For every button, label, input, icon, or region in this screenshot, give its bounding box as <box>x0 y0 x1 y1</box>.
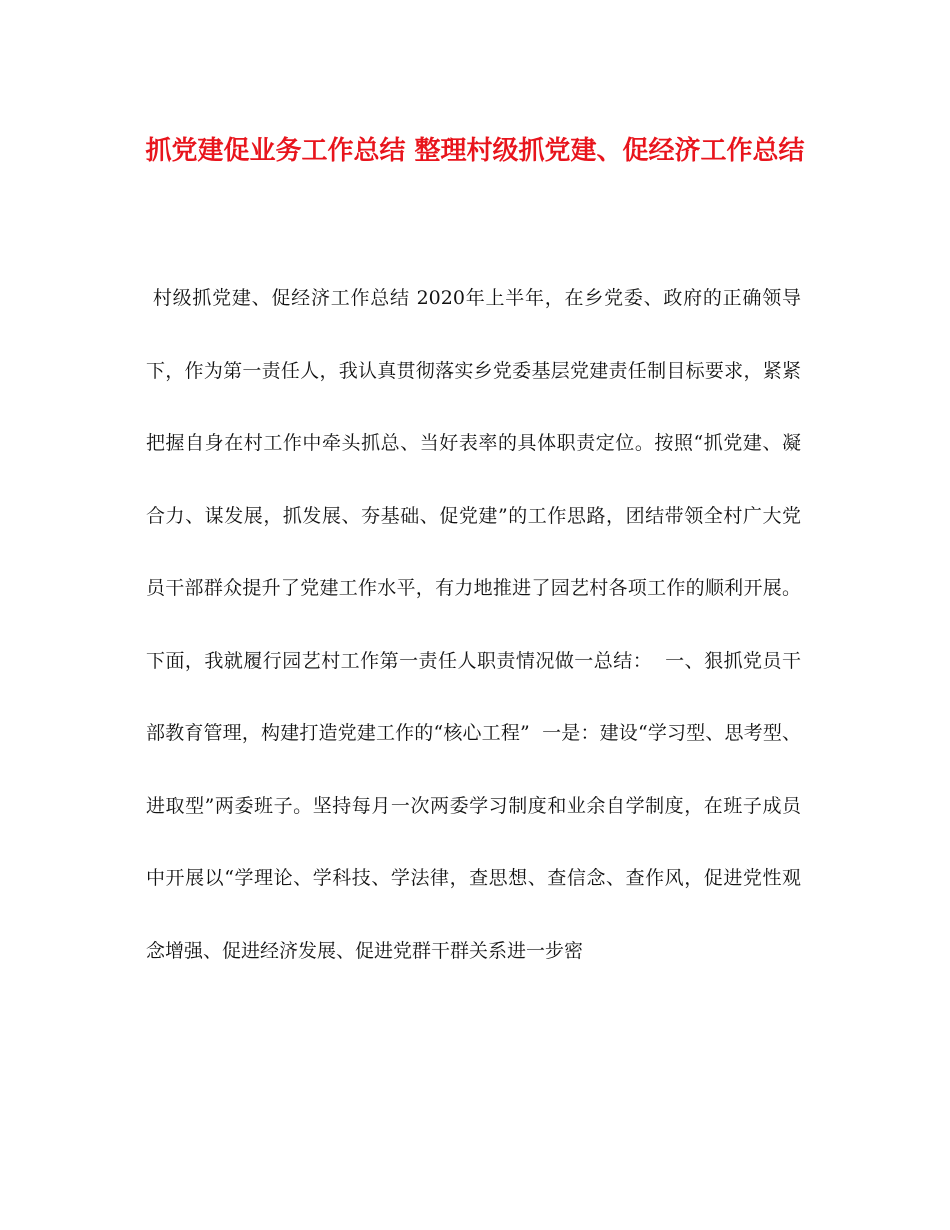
document-title: 抓党建促业务工作总结 整理村级抓党建、促经济工作总结 <box>145 136 805 166</box>
document-body: 村级抓党建、促经济工作总结 2020年上半年，在乡党委、政府的正确领导下，作为第一责任人，我认真贯彻落实乡党委基层党建责任制目标要求，紧紧把握自身在村工作中牵头抓总、当好表率的具体职责定位。按照“抓党建、凝合力、谋发展，抓发展、夯基础、促党建”的工作思路，团结带领全村广大党员干部群众提升了党建工作水平，有力地推进了园艺村各项工作的顺利开展。下面，我就履行园艺村工作第一责任人职责情况做一总结： 一、狠抓党员干部教育管理，构建打造党建工作的“核心工程” 一是：建设“学习型、思考型、进取型”两委班子。坚持每月一次两委学习制度和业余自学制度，在班子成员中开展以“学理论、学科技、学法律，查思想、查信念、查作风，促进党性观念增强、促进经济发展、促进党群干群关系进一步密 <box>146 287 801 962</box>
